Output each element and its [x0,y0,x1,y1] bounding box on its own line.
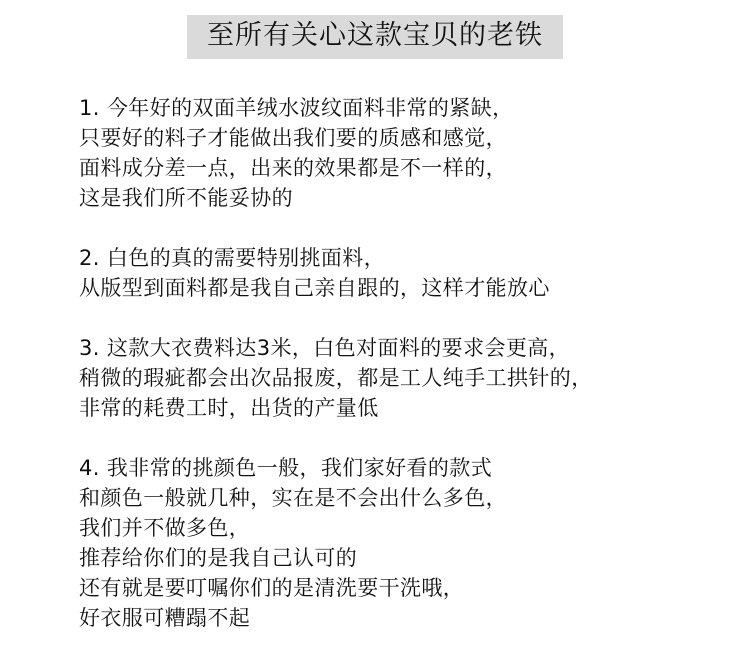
paragraph-line: 非常的耗费工时，出货的产量低 [79,396,379,420]
paragraph-line: 3. 这款大衣费料达3米，白色对面料的要求会更高， [79,336,571,360]
paragraph-3 [79,333,739,423]
paragraph-line: 面料成分差一点，出来的效果都是不一样的， [79,156,507,180]
paragraph-line: 只要好的料子才能做出我们要的质感和感觉， [79,126,507,150]
paragraph-1 [79,93,739,213]
paragraph-line: 我们并不做多色， [79,516,251,540]
paragraph-line: 2. 白色的真的需要特别挑面料， [79,246,386,270]
paragraph-line: 和颜色一般就几种，实在是不会出什么多色， [79,486,507,510]
paragraph-4 [79,453,739,633]
page-title: 至所有关心这款宝贝的老铁 [187,15,563,59]
paragraph-2 [79,243,739,303]
paragraph-line: 推荐给你们的是我自己认可的 [79,546,358,570]
title-banner [0,15,750,59]
paragraph-line: 这是我们所不能妥协的 [79,186,293,210]
paragraph-line: 从版型到面料都是我自己亲自跟的，这样才能放心 [79,276,550,300]
paragraph-line: 1. 今年好的双面羊绒水波纹面料非常的紧缺， [79,96,514,120]
paragraph-line: 4. 我非常的挑颜色一般，我们家好看的款式 [79,456,493,480]
paragraph-line: 稍微的瑕疵都会出次品报废，都是工人纯手工拱针的， [79,366,593,390]
paragraph-line: 好衣服可糟蹋不起 [79,606,251,630]
paragraph-line: 还有就是要叮嘱你们的是清洗要干洗哦， [79,576,465,600]
notice-body [79,93,739,633]
